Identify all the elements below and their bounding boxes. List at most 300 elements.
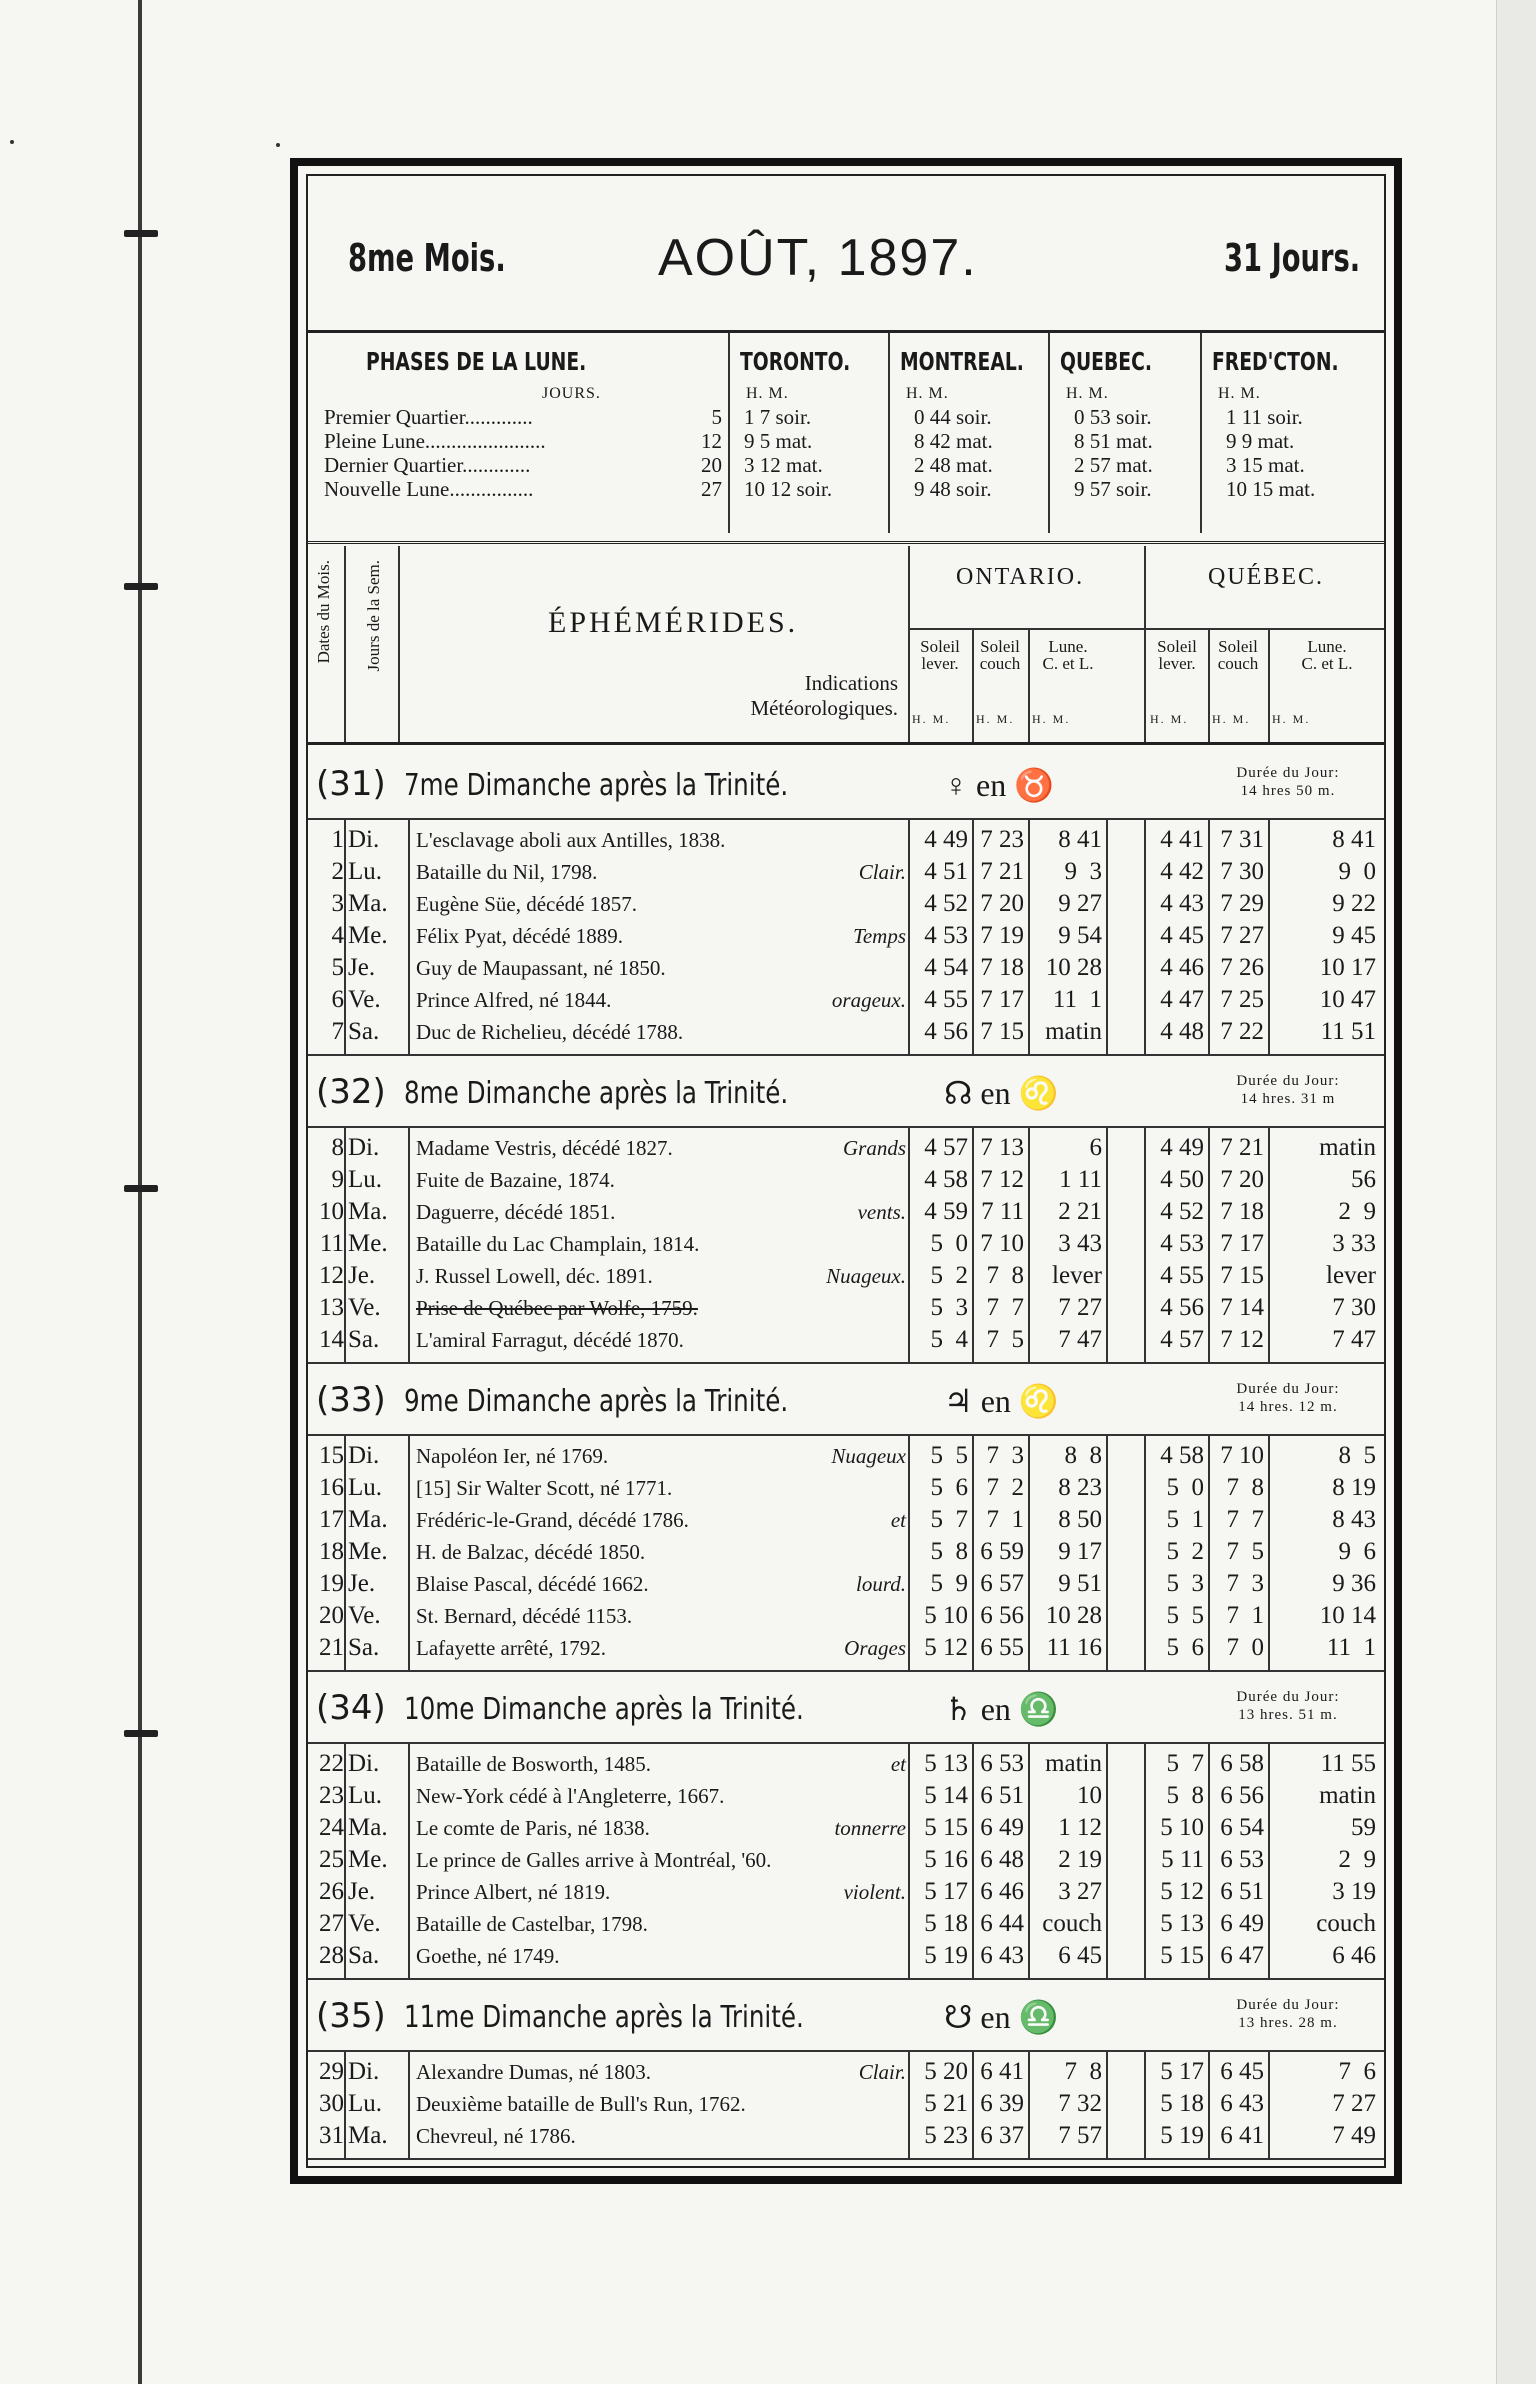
time-cell: 6 59: [980, 1538, 1024, 1565]
time-column-header: [1268, 638, 1386, 672]
phase-day: 5: [711, 405, 722, 429]
time-cell: 4 45: [1160, 922, 1204, 949]
time-cell: 10 47: [1319, 986, 1376, 1013]
day-date: 17: [319, 1506, 344, 1533]
duration-value: 13 hres. 28 m.: [1238, 2015, 1338, 2031]
day-weekday: Je.: [348, 954, 376, 981]
quebec-label: QUÉBEC.: [1208, 564, 1324, 590]
day-weekday: Ma.: [348, 1814, 388, 1841]
time-cell: 6 44: [980, 1910, 1024, 1937]
hm-label: H. M.: [1218, 385, 1261, 402]
time-cell: 5 4: [930, 1326, 968, 1353]
time-cell: 7 20: [1220, 1166, 1264, 1193]
time-cell: 6 58: [1220, 1750, 1264, 1777]
time-cell: 7 27: [1220, 922, 1264, 949]
day-weekday: Ve.: [348, 1910, 381, 1937]
time-cell: 8 19: [1332, 1474, 1376, 1501]
day-date: 24: [319, 1814, 344, 1841]
phase-name: Pleine Lune.......................: [324, 429, 546, 453]
day-weekday: Me.: [348, 1230, 388, 1257]
time-cell: 5 23: [924, 2122, 968, 2149]
time-cell: 5 19: [924, 1942, 968, 1969]
time-cell: 5 17: [924, 1878, 968, 1905]
day-event: Prise de Québec par Wolfe, 1759.: [416, 1296, 698, 1320]
day-event: Bataille du Lac Champlain, 1814.: [416, 1232, 700, 1256]
page-edge: [1496, 0, 1536, 2384]
month-title: AOÛT, 1897.: [658, 229, 978, 287]
hm-label: H. M.: [1150, 712, 1189, 726]
time-cell: lever: [1052, 1262, 1102, 1289]
day-date: 19: [319, 1570, 344, 1597]
time-cell: 8 23: [1058, 1474, 1102, 1501]
day-weekday: Di.: [348, 1134, 380, 1161]
event-cell: [308, 1844, 906, 1876]
day-event: Deuxième bataille de Bull's Run, 1762.: [416, 2092, 746, 2116]
meteo-note: Orages: [844, 1636, 906, 1660]
time-cell: 10: [1077, 1782, 1102, 1809]
time-column-header: [1028, 638, 1108, 672]
dates-column-label: Dates du Mois.: [314, 560, 333, 664]
time-cell: 6: [1089, 1134, 1102, 1161]
week-number: (34): [316, 1688, 386, 1728]
time-cell: 4 53: [924, 922, 968, 949]
day-event: L'esclavage aboli aux Antilles, 1838.: [416, 828, 726, 852]
day-row: [308, 888, 1384, 920]
time-cell: 5 5: [930, 1442, 968, 1469]
time-cell: 9 17: [1058, 1538, 1102, 1565]
column-divider: [344, 546, 346, 742]
time-cell: 5 18: [1160, 2090, 1204, 2117]
time-cell: 7 32: [1058, 2090, 1102, 2117]
hm-label: H. M.: [1212, 712, 1251, 726]
day-weekday: Lu.: [348, 1166, 383, 1193]
phase-time: 9 9 mat.: [1226, 429, 1295, 453]
day-event: Bataille de Castelbar, 1798.: [416, 1912, 648, 1936]
day-row: [308, 1472, 1384, 1504]
time-cell: 7 14: [1220, 1294, 1264, 1321]
meteo-note: Nuageux.: [826, 1264, 906, 1288]
paper-speck: [10, 140, 14, 144]
day-date: 25: [319, 1846, 344, 1873]
time-cell: 5 17: [1160, 2058, 1204, 2085]
day-event: Félix Pyat, décédé 1889.: [416, 924, 624, 948]
time-cell: 7 7: [1226, 1506, 1264, 1533]
time-cell: couch: [1316, 1910, 1376, 1937]
time-cell: 8 5: [1338, 1442, 1376, 1469]
paper-speck: [276, 143, 280, 147]
day-row: [308, 1132, 1384, 1164]
time-cell: matin: [1319, 1134, 1376, 1161]
meteo-note: violent.: [843, 1880, 906, 1904]
event-cell: [308, 1908, 906, 1940]
column-header-line1: Soleil: [1157, 637, 1197, 656]
time-cell: 7 31: [1220, 826, 1264, 853]
hm-label: H. M.: [746, 385, 789, 402]
time-cell: 4 50: [1160, 1166, 1204, 1193]
day-row: [308, 1812, 1384, 1844]
time-cell: 2 9: [1338, 1846, 1376, 1873]
day-event: Prince Albert, né 1819.: [416, 1880, 611, 1904]
day-date: 16: [319, 1474, 344, 1501]
indications-label: Indications: [804, 671, 898, 695]
moon-phases-table: [308, 333, 1384, 544]
city-name: QUEBEC.: [1060, 347, 1152, 376]
time-cell: 6 46: [980, 1878, 1024, 1905]
week-header: [308, 750, 1384, 816]
day-duration: [1188, 764, 1388, 800]
time-cell: 6 49: [980, 1814, 1024, 1841]
time-cell: 5 7: [930, 1506, 968, 1533]
week-table: [308, 1126, 1384, 1364]
time-cell: 7 12: [980, 1166, 1024, 1193]
city-name: MONTREAL.: [900, 347, 1024, 376]
day-weekday: Sa.: [348, 1942, 380, 1969]
event-cell: [308, 1812, 906, 1844]
event-cell: [308, 2120, 906, 2152]
month-title-row: [308, 176, 1384, 333]
time-cell: 7 0: [1226, 1634, 1264, 1661]
time-cell: 6 47: [1220, 1942, 1264, 1969]
binding-stitch: [124, 1185, 158, 1192]
day-date: 8: [331, 1134, 344, 1161]
day-event: Bataille de Bosworth, 1485.: [416, 1752, 652, 1776]
phase-day: 12: [701, 429, 722, 453]
duration-value: 14 hres. 31 m: [1240, 1091, 1336, 1107]
day-weekday: Sa.: [348, 1018, 380, 1045]
time-cell: 10 28: [1045, 1602, 1102, 1629]
day-row: [308, 1536, 1384, 1568]
time-cell: 5 13: [924, 1750, 968, 1777]
week-header: [308, 1982, 1384, 2048]
day-event: Daguerre, décédé 1851.: [416, 1200, 616, 1224]
week-title: 8me Dimanche après la Trinité.: [404, 1076, 789, 1111]
time-cell: 6 43: [980, 1942, 1024, 1969]
hm-label: H. M.: [912, 712, 951, 726]
phase-time: 10 12 soir.: [744, 477, 833, 501]
column-header-line2: couch: [1217, 654, 1259, 673]
city-column: [1048, 333, 1202, 533]
time-cell: 6 56: [980, 1602, 1024, 1629]
week-number: (32): [316, 1072, 386, 1112]
time-cell: 5 6: [1166, 1634, 1204, 1661]
day-weekday: Lu.: [348, 1782, 383, 1809]
time-cell: 6 41: [980, 2058, 1024, 2085]
time-cell: 5 3: [1166, 1570, 1204, 1597]
column-header-line2: lever.: [1158, 654, 1196, 673]
event-cell: [308, 1536, 906, 1568]
time-cell: 11 1: [1326, 1634, 1376, 1661]
day-date: 18: [319, 1538, 344, 1565]
meteo-note: Grands: [842, 1136, 906, 1160]
day-row: [308, 1876, 1384, 1908]
ephemerides-title: ÉPHÉMÉRIDES.: [548, 606, 799, 639]
week-table: [308, 2050, 1384, 2160]
time-cell: 1 12: [1058, 1814, 1102, 1841]
day-date: 10: [319, 1198, 344, 1225]
day-event: Napoléon Ier, né 1769.: [416, 1444, 609, 1468]
time-cell: 6 43: [1220, 2090, 1264, 2117]
day-row: [308, 984, 1384, 1016]
city-column: [1200, 333, 1382, 533]
event-cell: [308, 1780, 906, 1812]
day-row: [308, 1324, 1384, 1356]
day-row: [308, 2088, 1384, 2120]
time-cell: 11 1: [1052, 986, 1102, 1013]
time-cell: 5 12: [924, 1634, 968, 1661]
time-cell: couch: [1042, 1910, 1102, 1937]
time-cell: 59: [1351, 1814, 1376, 1841]
binding-stitch: [124, 230, 158, 237]
week-header: [308, 1058, 1384, 1124]
hm-label: H. M.: [906, 385, 949, 402]
meteo-note: lourd.: [856, 1572, 906, 1596]
time-cell: 4 56: [1160, 1294, 1204, 1321]
time-cell: 7 47: [1332, 1326, 1376, 1353]
phase-time: 8 42 mat.: [914, 429, 993, 453]
binding-stitch: [124, 1730, 158, 1737]
day-duration: [1188, 1996, 1388, 2032]
time-cell: 4 42: [1160, 858, 1204, 885]
phase-time: 0 53 soir.: [1074, 405, 1152, 429]
time-cell: 6 39: [980, 2090, 1024, 2117]
time-cell: 7 21: [1220, 1134, 1264, 1161]
time-cell: 7 10: [980, 1230, 1024, 1257]
column-divider: [398, 546, 400, 742]
phase-name: Premier Quartier.............: [324, 405, 533, 429]
day-weekday: Lu.: [348, 858, 383, 885]
day-date: 4: [331, 922, 344, 949]
time-cell: 5 8: [1166, 1782, 1204, 1809]
time-cell: 3 33: [1332, 1230, 1376, 1257]
day-event: J. Russel Lowell, déc. 1891.: [416, 1264, 653, 1288]
time-cell: 9 36: [1332, 1570, 1376, 1597]
time-cell: 5 7: [1166, 1750, 1204, 1777]
column-header-line1: Soleil: [1218, 637, 1258, 656]
time-cell: 7 12: [1220, 1326, 1264, 1353]
time-cell: 2 9: [1338, 1198, 1376, 1225]
event-cell: [308, 2088, 906, 2120]
day-weekday: Ma.: [348, 890, 388, 917]
day-date: 31: [319, 2122, 344, 2149]
day-date: 7: [331, 1018, 344, 1045]
time-cell: 6 48: [980, 1846, 1024, 1873]
day-date: 23: [319, 1782, 344, 1809]
week-number: (35): [316, 1996, 386, 2036]
column-header-line2: lever.: [921, 654, 959, 673]
time-cell: 5 12: [1160, 1878, 1204, 1905]
time-cell: 8 43: [1332, 1506, 1376, 1533]
time-cell: 7 8: [986, 1262, 1024, 1289]
time-cell: 7 17: [980, 986, 1024, 1013]
day-date: 6: [331, 986, 344, 1013]
event-cell: [308, 1568, 906, 1600]
day-date: 22: [319, 1750, 344, 1777]
time-cell: 8 50: [1058, 1506, 1102, 1533]
binding-stitch: [124, 583, 158, 590]
day-row: [308, 2120, 1384, 2152]
column-divider: [1268, 628, 1270, 742]
column-header-line1: Soleil: [980, 637, 1020, 656]
day-duration: [1188, 1072, 1388, 1108]
event-cell: [308, 1632, 906, 1664]
month-number: 8me Mois.: [348, 236, 506, 280]
time-cell: 5 2: [1166, 1538, 1204, 1565]
time-cell: 6 37: [980, 2122, 1024, 2149]
duration-label: Durée du Jour:: [1236, 1997, 1340, 2013]
time-cell: 7 30: [1220, 858, 1264, 885]
time-cell: 10 14: [1319, 1602, 1376, 1629]
day-event: L'amiral Farragut, décédé 1870.: [416, 1328, 684, 1352]
time-cell: 9 6: [1338, 1538, 1376, 1565]
time-cell: 4 55: [1160, 1262, 1204, 1289]
time-cell: 7 2: [986, 1474, 1024, 1501]
time-cell: 7 1: [1226, 1602, 1264, 1629]
time-cell: 5 15: [1160, 1942, 1204, 1969]
time-cell: matin: [1045, 1018, 1102, 1045]
phase-time: 3 12 mat.: [744, 453, 823, 477]
day-weekday: Sa.: [348, 1634, 380, 1661]
city-column: [728, 333, 890, 533]
day-event: Guy de Maupassant, né 1850.: [416, 956, 666, 980]
time-cell: 1 11: [1059, 1166, 1102, 1193]
time-cell: 9 27: [1058, 890, 1102, 917]
time-cell: 5 10: [924, 1602, 968, 1629]
hm-label: H. M.: [1032, 712, 1071, 726]
day-row: [308, 1632, 1384, 1664]
time-cell: 6 46: [1332, 1942, 1376, 1969]
time-cell: 56: [1351, 1166, 1376, 1193]
planet-sign: ♀ en ♉: [944, 767, 1055, 803]
day-weekday: Di.: [348, 1442, 380, 1469]
column-header-line2: C. et L.: [1042, 654, 1094, 673]
day-row: [308, 1600, 1384, 1632]
phase-name: Nouvelle Lune................: [324, 477, 534, 501]
binding-thread: [138, 0, 142, 2384]
meteo-note: orageux.: [831, 988, 906, 1012]
day-count: 31 Jours.: [1223, 236, 1360, 280]
planet-sign: ☊ en ♌: [944, 1075, 1059, 1111]
event-cell: [308, 856, 906, 888]
phase-day: 27: [701, 477, 722, 501]
time-cell: 7 7: [986, 1294, 1024, 1321]
planet-sign: ♄ en ♎: [944, 1691, 1059, 1727]
time-cell: 4 57: [924, 1134, 968, 1161]
time-cell: 8 41: [1332, 826, 1376, 853]
event-cell: [308, 1016, 906, 1048]
day-weekday: Ma.: [348, 2122, 388, 2149]
day-event: Chevreul, né 1786.: [416, 2124, 576, 2148]
day-date: 9: [331, 1166, 344, 1193]
phase-time: 2 48 mat.: [914, 453, 993, 477]
day-event: Frédéric-le-Grand, décédé 1786.: [416, 1508, 689, 1532]
day-row: [308, 1164, 1384, 1196]
time-cell: 4 56: [924, 1018, 968, 1045]
time-cell: 4 46: [1160, 954, 1204, 981]
time-cell: 2 21: [1058, 1198, 1102, 1225]
phase-day: 20: [701, 453, 722, 477]
time-cell: 6 56: [1220, 1782, 1264, 1809]
phases-title: PHASES DE LA LUNE.: [366, 347, 587, 376]
time-cell: 4 48: [1160, 1018, 1204, 1045]
event-cell: [308, 1876, 906, 1908]
time-cell: 6 55: [980, 1634, 1024, 1661]
time-cell: 5 15: [924, 1814, 968, 1841]
day-row: [308, 2056, 1384, 2088]
event-cell: [308, 984, 906, 1016]
week-table: [308, 1434, 1384, 1672]
time-cell: 7 13: [980, 1134, 1024, 1161]
day-weekday: Lu.: [348, 1474, 383, 1501]
time-cell: 7 25: [1220, 986, 1264, 1013]
time-cell: 5 8: [930, 1538, 968, 1565]
day-event: Bataille du Nil, 1798.: [416, 860, 598, 884]
time-cell: 8 8: [1064, 1442, 1102, 1469]
time-cell: 6 45: [1058, 1942, 1102, 1969]
event-cell: [308, 1260, 906, 1292]
time-cell: 5 16: [924, 1846, 968, 1873]
time-cell: 4 58: [1160, 1442, 1204, 1469]
time-cell: 4 54: [924, 954, 968, 981]
time-cell: 9 54: [1058, 922, 1102, 949]
time-column-header: [1208, 638, 1268, 672]
phase-time: 0 44 soir.: [914, 405, 992, 429]
event-cell: [308, 888, 906, 920]
day-event: H. de Balzac, décédé 1850.: [416, 1540, 646, 1564]
day-row: [308, 1748, 1384, 1780]
week-table: [308, 818, 1384, 1056]
event-cell: [308, 1164, 906, 1196]
column-header-line1: Lune.: [1307, 637, 1347, 656]
time-cell: 10 17: [1319, 954, 1376, 981]
time-cell: 10 28: [1045, 954, 1102, 981]
time-cell: 6 51: [980, 1782, 1024, 1809]
event-cell: [308, 1748, 906, 1780]
time-cell: 7 49: [1332, 2122, 1376, 2149]
day-weekday: Di.: [348, 1750, 380, 1777]
time-cell: 4 53: [1160, 1230, 1204, 1257]
event-cell: [308, 1228, 906, 1260]
time-cell: 9 45: [1332, 922, 1376, 949]
day-date: 28: [319, 1942, 344, 1969]
time-cell: 5 1: [1166, 1506, 1204, 1533]
day-weekday: Me.: [348, 1846, 388, 1873]
event-cell: [308, 2056, 906, 2088]
meteo-note: et: [890, 1752, 906, 1776]
time-cell: 4 49: [924, 826, 968, 853]
time-cell: 5 5: [1166, 1602, 1204, 1629]
meteo-indications-label: [658, 671, 898, 721]
time-cell: 7 27: [1058, 1294, 1102, 1321]
time-cell: 3 19: [1332, 1878, 1376, 1905]
time-cell: 7 10: [1220, 1442, 1264, 1469]
duration-value: 13 hres. 51 m.: [1238, 1707, 1338, 1723]
day-row: [308, 856, 1384, 888]
week-title: 11me Dimanche après la Trinité.: [404, 2000, 804, 2035]
day-row: [308, 1440, 1384, 1472]
time-cell: 11 16: [1046, 1634, 1102, 1661]
day-event: [15] Sir Walter Scott, né 1771.: [416, 1476, 673, 1500]
phase-time: 9 48 soir.: [914, 477, 992, 501]
day-date: 21: [319, 1634, 344, 1661]
planet-sign: ☋ en ♎: [944, 1999, 1059, 2035]
event-cell: [308, 824, 906, 856]
time-cell: 9 51: [1058, 1570, 1102, 1597]
day-date: 11: [319, 1230, 344, 1257]
time-cell: 7 17: [1220, 1230, 1264, 1257]
meteo-note: et: [890, 1508, 906, 1532]
time-cell: 2 19: [1058, 1846, 1102, 1873]
day-row: [308, 952, 1384, 984]
